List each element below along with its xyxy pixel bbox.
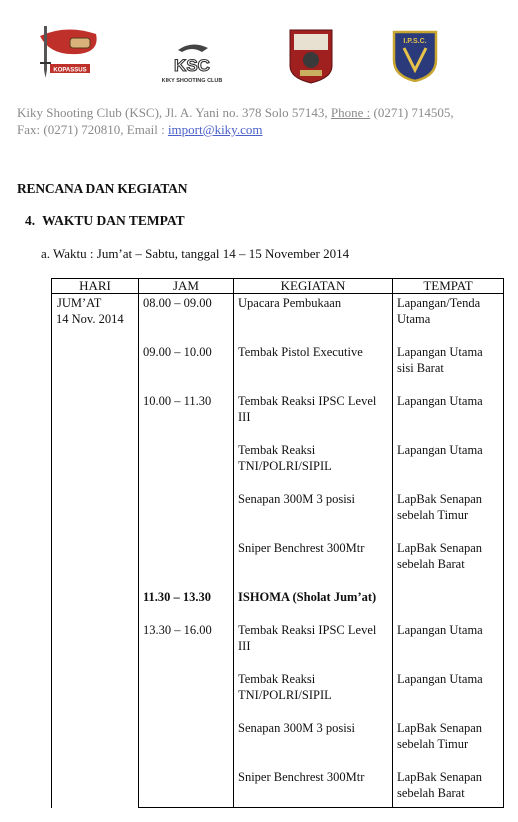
- jam-cell: [143, 720, 229, 768]
- kopassus-logo: [26, 22, 102, 82]
- header-hari: HARI: [52, 279, 139, 294]
- tempat-cell: LapBak Senapan sebelah Barat: [397, 541, 483, 571]
- header-kegiatan: KEGIATAN: [234, 279, 393, 294]
- contact-fax: Fax: (0271) 720810, Email :: [17, 122, 168, 137]
- logo-bar: [0, 18, 518, 90]
- ksc-logo-subtext: KIKY SHOOTING CLUB: [161, 78, 223, 84]
- kegiatan-cell: ISHOMA (Sholat Jum’at): [238, 590, 377, 604]
- ipsc-logo-text: I.P.S.C.: [403, 38, 427, 45]
- tempat-cell: Lapangan Utama: [397, 672, 483, 686]
- jam-cell: 10.00 – 11.30: [143, 394, 212, 408]
- day-date: 14 Nov. 2014: [56, 312, 124, 326]
- schedule-table: [51, 278, 504, 808]
- tempat-cell: Lapangan Utama: [397, 623, 483, 637]
- kegiatan-cell: Sniper Benchrest 300Mtr: [238, 541, 365, 555]
- tempat-cell: LapBak Senapan sebelah Timur: [397, 721, 483, 751]
- jam-cell: [143, 442, 229, 490]
- kegiatan-cell: Upacara Pembukaan: [238, 296, 342, 310]
- section-heading: [25, 213, 185, 229]
- contact-info: [17, 104, 507, 138]
- header-tempat: TEMPAT: [393, 279, 504, 294]
- jam-cell: 08.00 – 09.00: [143, 296, 212, 310]
- kegiatan-cell: Tembak Reaksi TNI/POLRI/SIPIL: [238, 672, 332, 702]
- table-row: [52, 294, 504, 344]
- kegiatan-cell: Sniper Benchrest 300Mtr: [238, 770, 365, 784]
- jam-cell: [143, 491, 229, 539]
- document-heading: RENCANA DAN KEGIATAN: [17, 181, 188, 196]
- tempat-cell: LapBak Senapan sebelah Barat: [397, 770, 483, 800]
- jam-cell: [143, 540, 229, 588]
- kegiatan-cell: Tembak Reaksi IPSC Level III: [238, 623, 377, 653]
- schedule-rows: [52, 294, 504, 808]
- kegiatan-cell: Senapan 300M 3 posisi: [238, 721, 356, 735]
- header-jam: JAM: [139, 279, 234, 294]
- jam-cell: [143, 769, 229, 807]
- kegiatan-cell: Tembak Reaksi IPSC Level III: [238, 394, 377, 424]
- ipsc-logo: [392, 30, 438, 82]
- schedule-time-line: a. Waktu : Jum’at – Sabtu, tanggal 14 – 15 November 2014: [41, 246, 350, 261]
- jam-cell: 11.30 – 13.30: [143, 590, 212, 604]
- table-header-row: [52, 279, 504, 294]
- tempat-cell: [397, 589, 499, 621]
- tempat-cell: Lapangan Utama: [397, 394, 483, 408]
- jam-cell: 13.30 – 16.00: [143, 623, 212, 637]
- contact-email-link[interactable]: import@kiky.com: [167, 122, 263, 137]
- section-number: 4.: [25, 213, 36, 228]
- ksc-logo: [152, 40, 232, 86]
- contact-phone: (0271) 714505,: [370, 105, 454, 120]
- jam-cell: [143, 671, 229, 719]
- crest-logo: [288, 28, 334, 84]
- ksc-logo-text: KSC: [174, 56, 210, 75]
- section-title: WAKTU DAN TEMPAT: [42, 213, 185, 228]
- kegiatan-cell: Tembak Reaksi TNI/POLRI/SIPIL: [238, 443, 332, 473]
- tempat-cell: LapBak Senapan sebelah Timur: [397, 492, 483, 522]
- day-name: JUM’AT: [57, 296, 102, 310]
- day-cell: [52, 294, 139, 808]
- tempat-cell: Lapangan/Tenda Utama: [397, 296, 481, 326]
- kegiatan-cell: Senapan 300M 3 posisi: [238, 492, 356, 506]
- kopassus-logo-text: KOPASSUS: [53, 67, 87, 74]
- jam-cell: 09.00 – 10.00: [143, 345, 212, 359]
- tempat-cell: Lapangan Utama sisi Barat: [397, 345, 483, 375]
- contact-address: Kiky Shooting Club (KSC), Jl. A. Yani no. 378 Solo 57143,: [17, 105, 331, 120]
- tempat-cell: Lapangan Utama: [397, 443, 483, 457]
- contact-phone-label: Phone :: [330, 105, 371, 120]
- kegiatan-cell: Tembak Pistol Executive: [238, 345, 363, 359]
